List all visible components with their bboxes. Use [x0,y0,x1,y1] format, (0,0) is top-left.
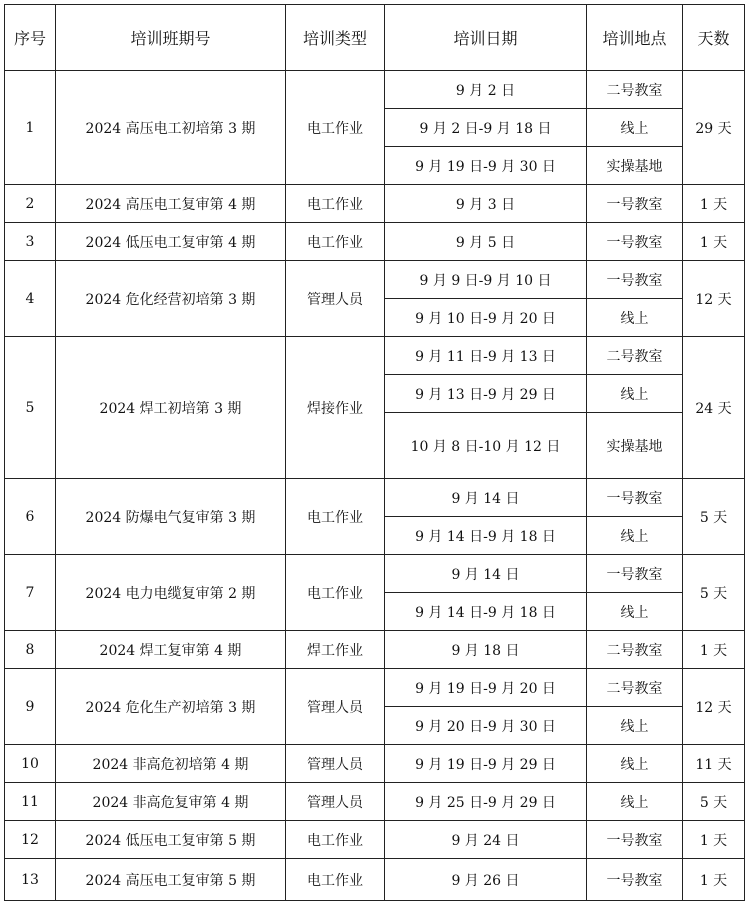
table-row [5,821,745,859]
cell-seq: 12 [5,821,56,859]
cell-training-type: 管理人员 [286,669,385,745]
cell-training-type: 管理人员 [286,745,385,783]
cell-days: 5 天 [683,555,745,631]
cell-class-name: 2024 高压电工初培第 3 期 [56,71,286,185]
cell-training-location: 一号教室 [587,859,683,901]
training-schedule-table [4,4,745,901]
cell-days: 1 天 [683,631,745,669]
table-row [5,223,745,261]
cell-training-location: 线上 [587,109,683,147]
cell-seq: 3 [5,223,56,261]
cell-training-date: 9 月 18 日 [385,631,587,669]
cell-training-location: 线上 [587,593,683,631]
cell-days: 1 天 [683,223,745,261]
cell-training-date: 9 月 2 日-9 月 18 日 [385,109,587,147]
table-row [5,555,745,593]
cell-class-name: 2024 焊工复审第 4 期 [56,631,286,669]
table-row [5,71,745,109]
cell-training-type: 电工作业 [286,821,385,859]
cell-training-date: 9 月 19 日-9 月 29 日 [385,745,587,783]
header-days: 天数 [683,5,745,71]
cell-training-date: 9 月 14 日-9 月 18 日 [385,593,587,631]
cell-class-name: 2024 焊工初培第 3 期 [56,337,286,479]
cell-training-location: 一号教室 [587,479,683,517]
cell-days: 1 天 [683,821,745,859]
cell-training-type: 管理人员 [286,783,385,821]
cell-class-name: 2024 非高危初培第 4 期 [56,745,286,783]
cell-training-type: 焊工作业 [286,631,385,669]
cell-training-location: 线上 [587,783,683,821]
header-training-location: 培训地点 [587,5,683,71]
cell-days: 5 天 [683,783,745,821]
cell-training-location: 线上 [587,299,683,337]
cell-training-type: 电工作业 [286,71,385,185]
cell-training-type: 管理人员 [286,261,385,337]
cell-days: 5 天 [683,479,745,555]
cell-seq: 9 [5,669,56,745]
cell-days: 29 天 [683,71,745,185]
cell-class-name: 2024 防爆电气复审第 3 期 [56,479,286,555]
cell-training-date: 9 月 14 日-9 月 18 日 [385,517,587,555]
cell-training-location: 线上 [587,745,683,783]
table-row [5,745,745,783]
cell-seq: 5 [5,337,56,479]
table-row [5,783,745,821]
cell-training-date: 9 月 26 日 [385,859,587,901]
cell-training-type: 焊接作业 [286,337,385,479]
cell-class-name: 2024 低压电工复审第 5 期 [56,821,286,859]
cell-class-name: 2024 高压电工复审第 5 期 [56,859,286,901]
cell-training-location: 一号教室 [587,223,683,261]
cell-training-date: 9 月 11 日-9 月 13 日 [385,337,587,375]
table-row [5,859,745,901]
cell-training-date: 9 月 14 日 [385,479,587,517]
cell-training-location: 线上 [587,707,683,745]
cell-training-type: 电工作业 [286,555,385,631]
cell-seq: 4 [5,261,56,337]
table-row [5,669,745,707]
header-training-date: 培训日期 [385,5,587,71]
cell-training-date: 9 月 9 日-9 月 10 日 [385,261,587,299]
cell-days: 1 天 [683,859,745,901]
cell-days: 11 天 [683,745,745,783]
cell-training-date: 9 月 20 日-9 月 30 日 [385,707,587,745]
cell-training-date: 9 月 2 日 [385,71,587,109]
header-class-name: 培训班期号 [56,5,286,71]
header-seq: 序号 [5,5,56,71]
cell-days: 1 天 [683,185,745,223]
cell-class-name: 2024 电力电缆复审第 2 期 [56,555,286,631]
cell-training-date: 9 月 5 日 [385,223,587,261]
cell-training-date: 9 月 19 日-9 月 20 日 [385,669,587,707]
cell-seq: 6 [5,479,56,555]
cell-training-type: 电工作业 [286,223,385,261]
table-row [5,261,745,299]
cell-training-location: 实操基地 [587,147,683,185]
cell-training-date: 9 月 24 日 [385,821,587,859]
cell-training-type: 电工作业 [286,859,385,901]
table-row [5,185,745,223]
cell-training-location: 二号教室 [587,71,683,109]
cell-training-location: 一号教室 [587,261,683,299]
cell-seq: 10 [5,745,56,783]
cell-training-date: 9 月 13 日-9 月 29 日 [385,375,587,413]
cell-seq: 8 [5,631,56,669]
cell-class-name: 2024 高压电工复审第 4 期 [56,185,286,223]
cell-training-date: 9 月 3 日 [385,185,587,223]
cell-days: 24 天 [683,337,745,479]
cell-class-name: 2024 危化经营初培第 3 期 [56,261,286,337]
table-row [5,479,745,517]
table-row [5,337,745,375]
cell-seq: 11 [5,783,56,821]
cell-training-location: 一号教室 [587,185,683,223]
cell-training-date: 9 月 10 日-9 月 20 日 [385,299,587,337]
table-row [5,631,745,669]
cell-days: 12 天 [683,261,745,337]
cell-seq: 2 [5,185,56,223]
cell-training-location: 实操基地 [587,413,683,479]
cell-training-type: 电工作业 [286,185,385,223]
cell-days: 12 天 [683,669,745,745]
cell-training-date: 9 月 19 日-9 月 30 日 [385,147,587,185]
cell-training-location: 一号教室 [587,821,683,859]
cell-training-date: 9 月 14 日 [385,555,587,593]
cell-class-name: 2024 低压电工复审第 4 期 [56,223,286,261]
cell-seq: 1 [5,71,56,185]
cell-training-location: 二号教室 [587,631,683,669]
table-body [5,71,745,901]
cell-class-name: 2024 非高危复审第 4 期 [56,783,286,821]
header-training-type: 培训类型 [286,5,385,71]
cell-training-location: 二号教室 [587,337,683,375]
cell-training-type: 电工作业 [286,479,385,555]
cell-training-location: 一号教室 [587,555,683,593]
header-row [5,5,745,71]
cell-seq: 13 [5,859,56,901]
cell-training-location: 线上 [587,517,683,555]
cell-training-date: 9 月 25 日-9 月 29 日 [385,783,587,821]
cell-training-date: 10 月 8 日-10 月 12 日 [385,413,587,479]
cell-training-location: 二号教室 [587,669,683,707]
cell-training-location: 线上 [587,375,683,413]
cell-class-name: 2024 危化生产初培第 3 期 [56,669,286,745]
cell-seq: 7 [5,555,56,631]
